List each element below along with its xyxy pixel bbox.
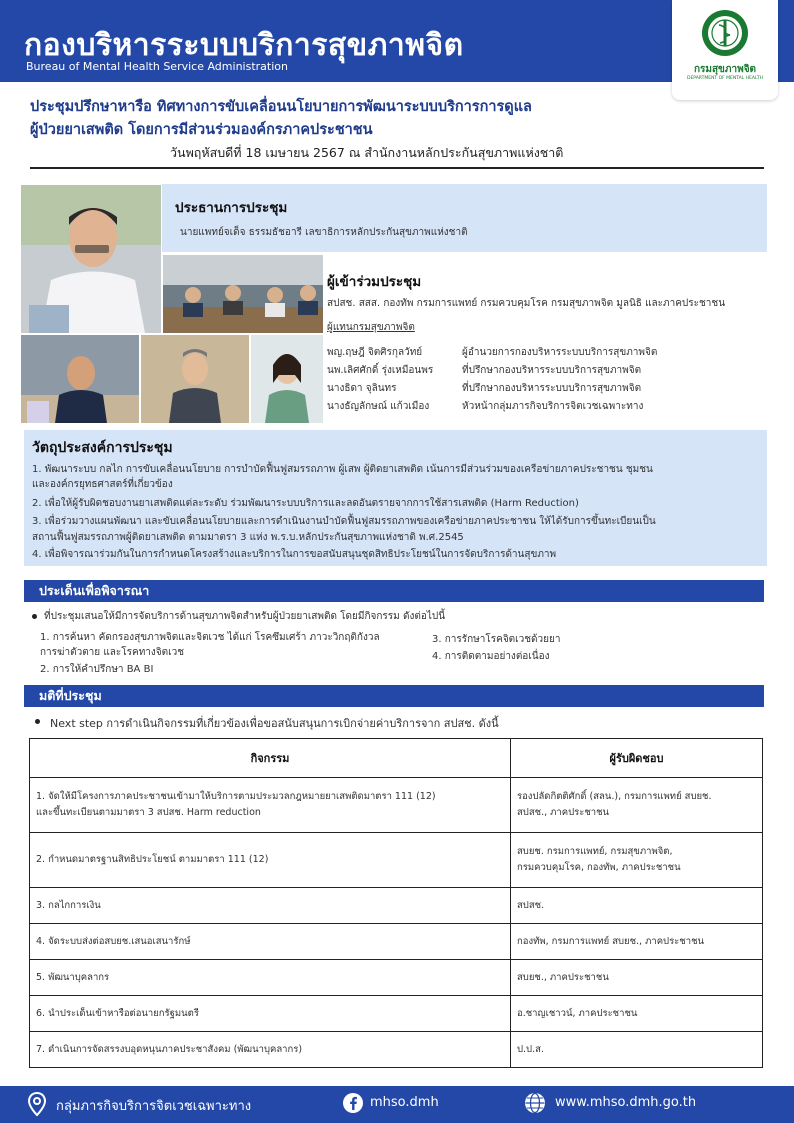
logo-english: DEPARTMENT OF MENTAL HEALTH xyxy=(686,76,764,81)
objective-line: สถานฟื้นฟูสมรรถภาพผู้ติดยาเสพติด ตามมาตรา 3 แห่ง พ.ร.บ.หลักประกันสุขภาพแห่งชาติ พ.ศ.2545 xyxy=(32,532,464,543)
footer-unit-name: กลุ่มภารกิจบริการจิตเวชเฉพาะทาง xyxy=(56,1099,252,1114)
owner-cell xyxy=(511,888,763,924)
facebook-icon[interactable] xyxy=(342,1092,364,1114)
cell-line: 5. พัฒนาบุคลากร xyxy=(36,971,110,983)
activity-cell xyxy=(30,888,511,924)
objectives-heading: วัตถุประสงค์การประชุม xyxy=(32,440,173,456)
meeting-title-line2: ผู้ป่วยยาเสพติด โดยการมีส่วนร่วมองค์กรภาคประชาชน xyxy=(30,122,373,138)
chair-heading: ประธานการประชุม xyxy=(175,200,288,216)
table-row xyxy=(30,778,763,833)
table-header-row xyxy=(30,739,763,778)
dept-rep-heading: ผู้แทนกรมสุขภาพจิต xyxy=(327,322,415,333)
owner-cell xyxy=(511,778,763,833)
activity-cell xyxy=(30,960,511,996)
table-row xyxy=(30,1032,763,1068)
cell-line: ป.ป.ส. xyxy=(517,1043,544,1055)
consideration-item: 4. การติดตามอย่างต่อเนื่อง xyxy=(432,651,550,662)
bureau-title-thai: กองบริหารระบบบริการสุขภาพจิต xyxy=(24,28,464,63)
facebook-handle[interactable]: mhso.dmh xyxy=(370,1095,439,1110)
divider xyxy=(30,167,764,169)
rep-role: ที่ปรึกษากองบริหารระบบบริการสุขภาพจิต xyxy=(462,383,642,394)
table-row xyxy=(30,888,763,924)
resolutions-intro: Next step การดำเนินกิจกรรมที่เกี่ยวข้องเพื่อขอสนับสนุนการเบิกจ่ายค่าบริการจาก สปสช. ดังนี้ xyxy=(50,717,499,730)
activity-cell xyxy=(30,833,511,888)
activity-cell xyxy=(30,924,511,960)
cell-line: 6. นำประเด็นเข้าหารือต่อนายกรัฐมนตรี xyxy=(36,1007,199,1019)
resolutions-table xyxy=(29,738,763,1068)
owner-cell xyxy=(511,1032,763,1068)
logo-name: กรมสุขภาพจิต xyxy=(693,64,757,75)
consideration-item: 3. การรักษาโรคจิตเวชด้วยยา xyxy=(432,634,561,645)
cell-line: รองปลัดกิตติศักดิ์ (สลน.), กรมการแพทย์ สบยช. xyxy=(517,791,712,802)
table-row xyxy=(30,960,763,996)
table-row xyxy=(30,833,763,888)
meeting-date-place: วันพฤหัสบดีที่ 18 เมษายน 2567 ณ สำนักงานหลักประกันสุขภาพแห่งชาติ xyxy=(170,145,564,160)
consideration-item: การฆ่าตัวตาย และโรคทางจิตเวช xyxy=(40,647,184,658)
activity-cell xyxy=(30,1032,511,1068)
cell-line: กองทัพ, กรมการแพทย์ สบยช., ภาคประชาชน xyxy=(517,935,705,947)
consideration-item: 2. การให้คำปรึกษา BA BI xyxy=(40,664,154,675)
objective-line: และองค์กรยุทธศาสตร์ที่เกี่ยวข้อง xyxy=(32,479,173,490)
attendee-organizations: สปสช. สสส. กองทัพ กรมการแพทย์ กรมควบคุมโรค กรมสุขภาพจิต มูลนิธิ และภาคประชาชน xyxy=(327,298,726,309)
rep-role: ที่ปรึกษากองบริหารระบบบริการสุขภาพจิต xyxy=(462,365,642,376)
chair-name: นายแพทย์จเด็จ ธรรมธัชอารี เลขาธิการหลักประกันสุขภาพแห่งชาติ xyxy=(180,227,468,238)
rep-name: นางธิดา จุลินทร xyxy=(327,383,397,394)
activity-cell xyxy=(30,778,511,833)
chair-photo xyxy=(20,184,162,334)
cell-line: 7. ดำเนินการจัดสรรงบอุดหนุนภาคประชาสังคม (พัฒนาบุคลากร) xyxy=(36,1043,303,1055)
bureau-title-english: Bureau of Mental Health Service Administration xyxy=(26,60,288,73)
cell-line: 1. จัดให้มีโครงการภาคประชาชนเข้ามาให้บริการตามประมวลกฎหมายยาเสพติดมาตรา 111 (12) xyxy=(36,791,436,802)
rep-photo-1 xyxy=(20,334,140,424)
rep-role: หัวหน้ากลุ่มภารกิจบริการจิตเวชเฉพาะทาง xyxy=(462,401,644,412)
activity-cell xyxy=(30,996,511,1032)
cell-line: สบยช., ภาคประชาชน xyxy=(517,971,609,983)
objective-line: 4. เพื่อพิจารณาร่วมกันในการกำหนดโครงสร้างและบริการในการขอสนับสนุนชุดสิทธิประโยชน์ในการจัดบริการด้านสุขภาพ xyxy=(32,549,557,560)
meeting-title-line1: ประชุมปรึกษาหารือ ทิศทางการขับเคลื่อนนโยบายการพัฒนาระบบบริการการดูแล xyxy=(30,99,532,115)
rep-name: พญ.ฤษฎี จิตศิรกุลวัทย์ xyxy=(327,347,423,358)
cell-line: สปสช., ภาคประชาชน xyxy=(517,807,610,818)
attendees-heading: ผู้เข้าร่วมประชุม xyxy=(327,274,422,290)
cell-line: สปสช. xyxy=(517,899,545,911)
objective-line: 2. เพื่อให้ผู้รับผิดชอบงานยาเสพติดแต่ละระดับ ร่วมพัฒนาระบบบริการและลดอันตรายจากการใช้สารเสพติด (Harm Reduction) xyxy=(32,498,579,509)
considerations-intro: ที่ประชุมเสนอให้มีการจัดบริการด้านสุขภาพจิตสำหรับผู้ป่วยยาเสพติด โดยมีกิจกรรม ดังต่อไปนี้ xyxy=(44,611,446,622)
objective-line: 1. พัฒนาระบบ กลไก การขับเคลื่อนนโยบาย การบำบัดฟื้นฟูสมรรถภาพ ผู้เสพ ผู้ติดยาเสพติด เน้นการมีส่วนร่วมของเครือข่ายภาคประชาชน ชุมชน xyxy=(32,464,653,475)
column-header-owner: ผู้รับผิดชอบ xyxy=(511,739,763,778)
objective-line: 3. เพื่อร่วมวางแผนพัฒนา และขับเคลื่อนนโยบายและการดำเนินงานบำบัดฟื้นฟูสมรรถภาพของเครือข่ายภาคประชาชน ให้ได้รับการขึ้นทะเบียนเป็น xyxy=(32,516,656,527)
cell-line: 4. จัดระบบส่งต่อสบยช.เสนอเสนารักษ์ xyxy=(36,935,191,947)
resolutions-heading: มติที่ประชุม xyxy=(24,685,764,707)
cell-line: 3. กลไกการเงิน xyxy=(36,899,101,911)
cell-line: กรมควบคุมโรค, กองทัพ, ภาคประชาชน xyxy=(517,862,681,873)
department-logo xyxy=(672,0,778,100)
rep-photo-2 xyxy=(140,334,250,424)
table-row xyxy=(30,924,763,960)
cell-line: 2. กำหนดมาตรฐานสิทธิประโยชน์ ตามมาตรา 111 (12) xyxy=(36,854,269,865)
chair-panel xyxy=(162,184,767,252)
consideration-item: 1. การค้นหา คัดกรองสุขภาพจิตและจิตเวช ได้แก่ โรคซึมเศร้า ภาวะวิกฤติกังวล xyxy=(40,632,380,643)
rep-name: นางธัญลักษณ์ แก้วเมือง xyxy=(327,401,430,412)
owner-cell xyxy=(511,924,763,960)
cell-line: สบยช. กรมการแพทย์, กรมสุขภาพจิต, xyxy=(517,846,673,857)
rep-photo-3 xyxy=(250,334,324,424)
cell-line: อ.ชาญเชาวน์, ภาคประชาชน xyxy=(517,1007,638,1019)
owner-cell xyxy=(511,833,763,888)
table-row xyxy=(30,996,763,1032)
rep-name: นพ.เลิศศักดิ์ รุ่งเหมือนพร xyxy=(327,365,434,376)
seal-icon xyxy=(700,6,750,60)
website-link[interactable]: www.mhso.dmh.go.th xyxy=(555,1095,697,1110)
cell-line: และขึ้นทะเบียนตามมาตรา 3 สปสช. Harm reduction xyxy=(36,807,261,818)
owner-cell xyxy=(511,960,763,996)
meeting-room-photo xyxy=(162,254,324,334)
rep-role: ผู้อำนวยการกองบริหารระบบบริการสุขภาพจิต xyxy=(462,347,658,358)
location-pin-icon xyxy=(27,1091,47,1117)
owner-cell xyxy=(511,996,763,1032)
bullet-icon xyxy=(32,614,37,619)
bullet-icon xyxy=(35,719,40,724)
column-header-activity: กิจกรรม xyxy=(30,739,511,778)
globe-icon xyxy=(524,1092,546,1114)
considerations-heading: ประเด็นเพื่อพิจารณา xyxy=(24,580,764,602)
